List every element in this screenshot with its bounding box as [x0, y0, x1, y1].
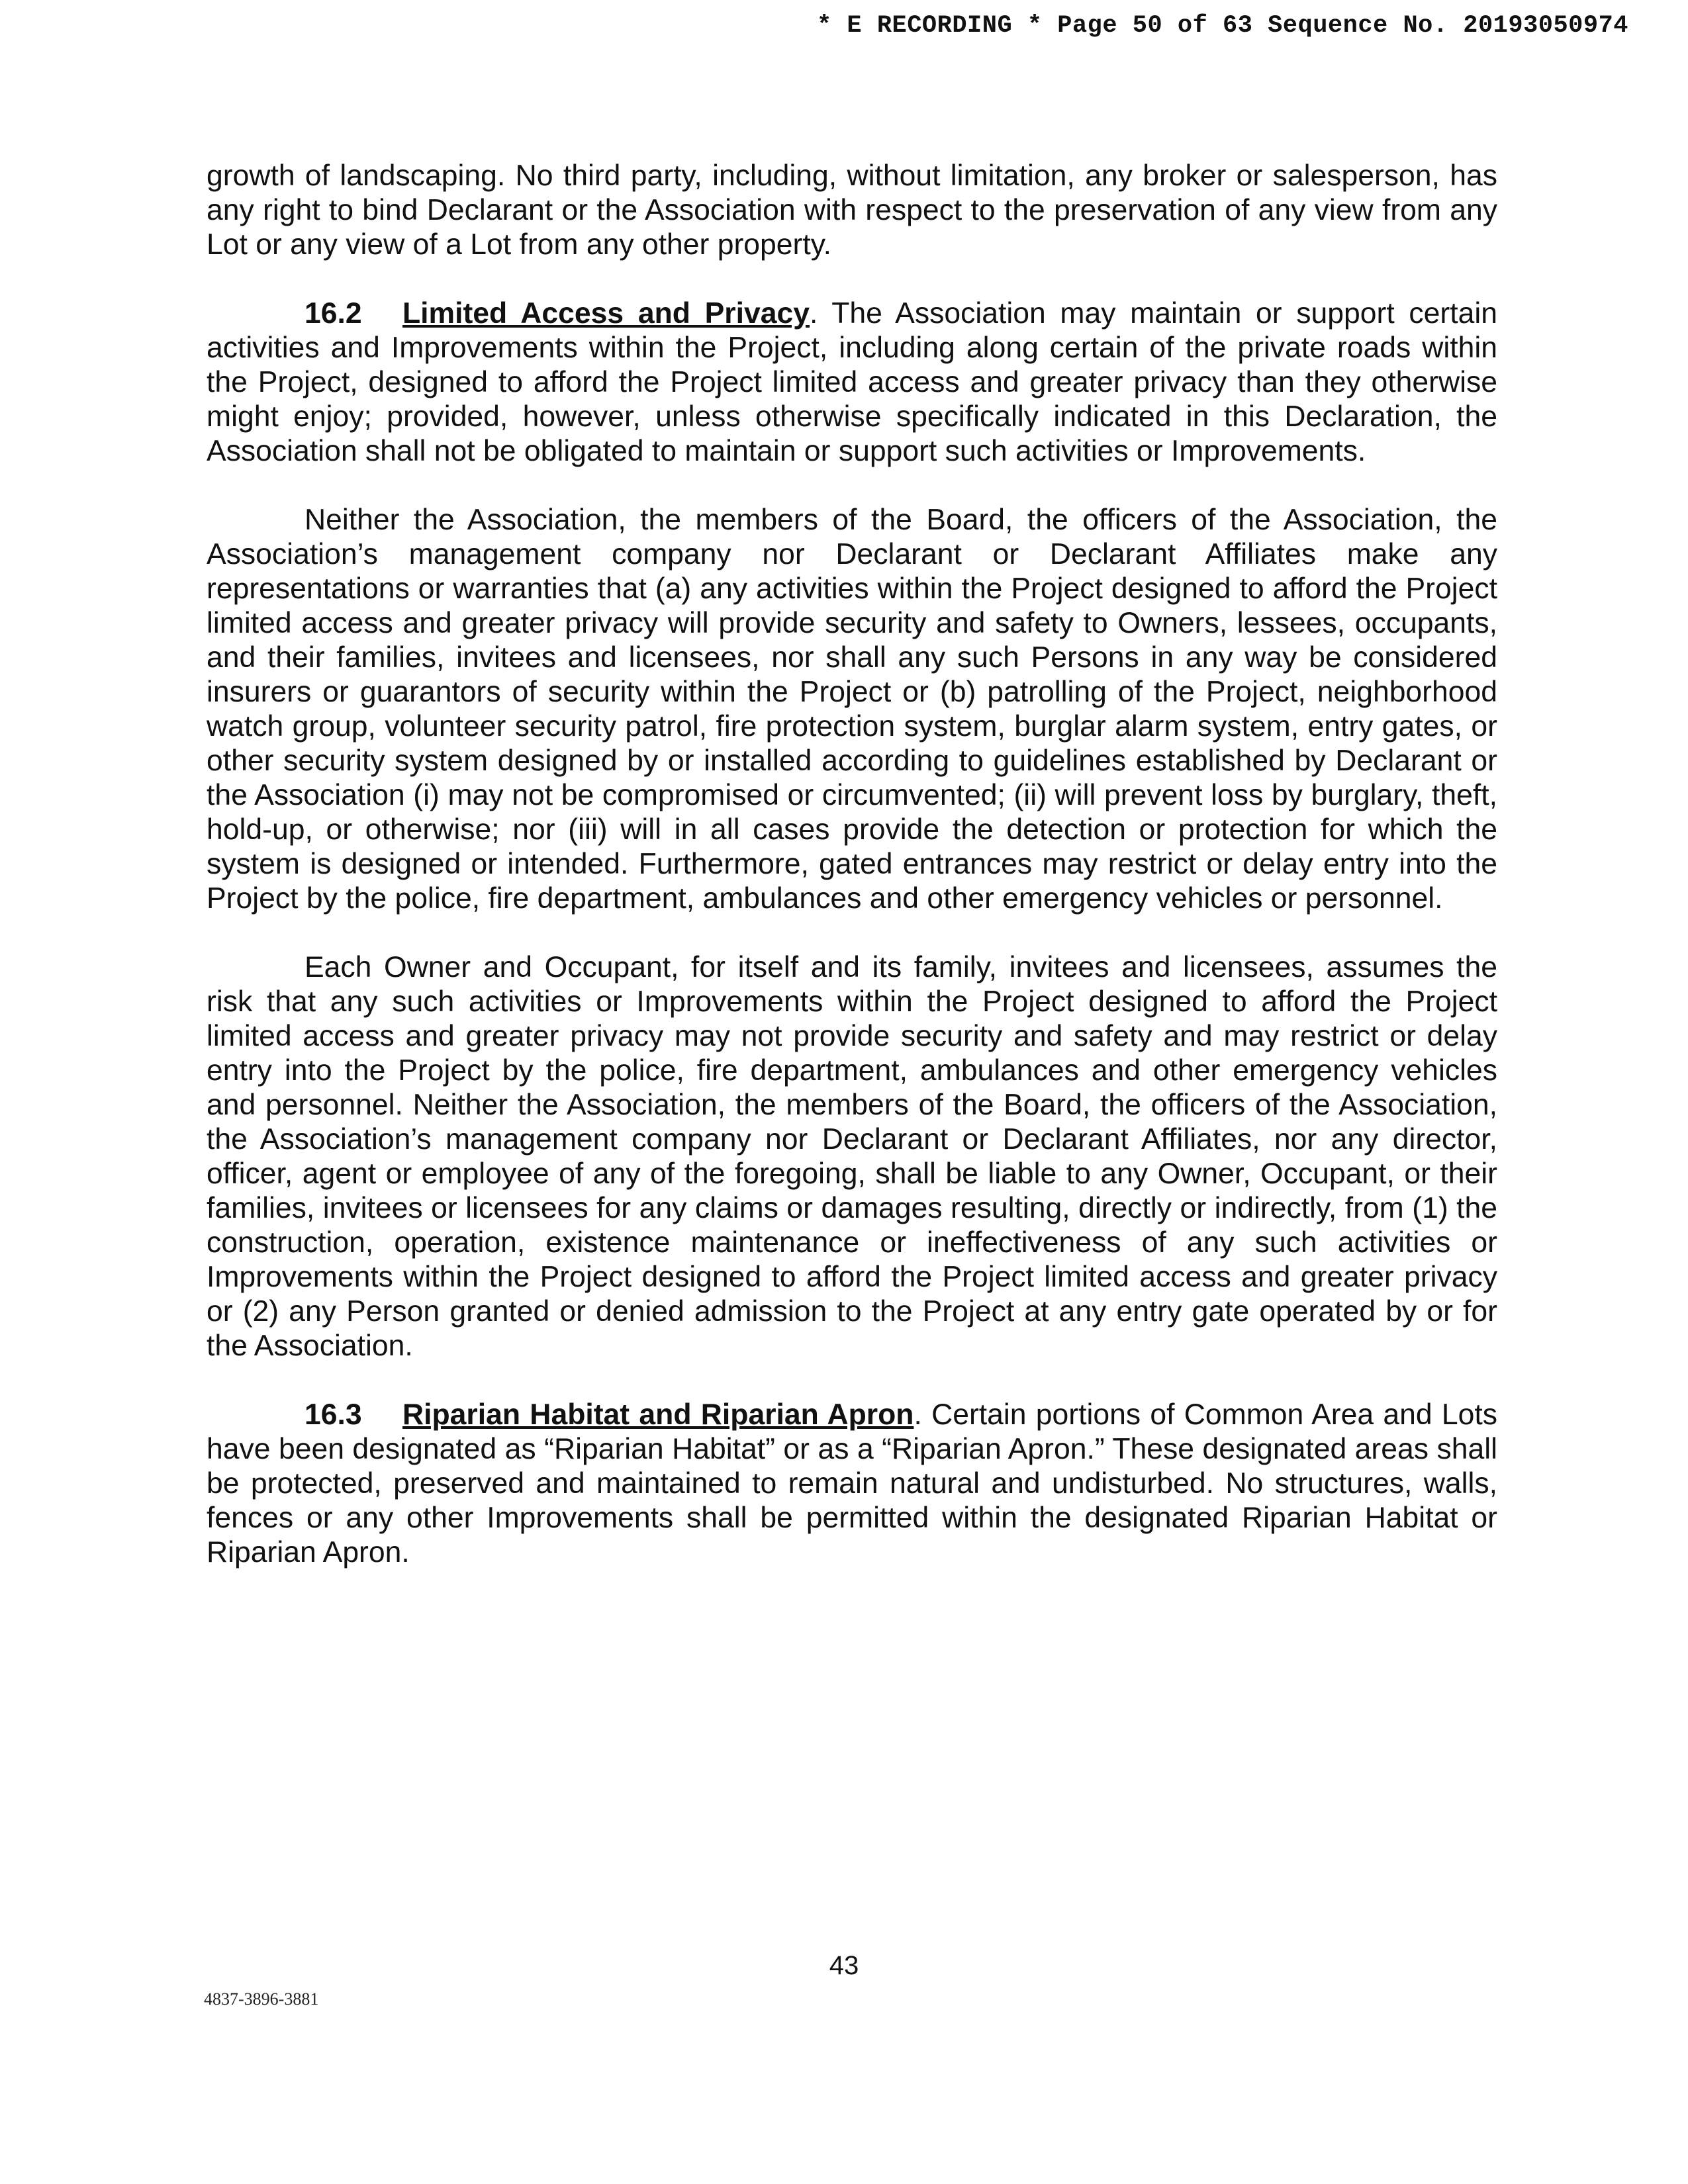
document-id: 4837-3896-3881: [204, 1989, 319, 2009]
section-16-3: [207, 1398, 1497, 1570]
recording-header: * E RECORDING * Page 50 of 63 Sequence No. 20193050974: [817, 12, 1628, 40]
section-16-2-title: Limited Access and Privacy: [402, 297, 810, 330]
document-body: [207, 159, 1497, 1604]
section-16-2: [207, 296, 1497, 469]
section-16-3-text: . Certain portions of Common Area and Lots have been designated as “Riparian Habitat” or as a “Riparian Apron.” These designated areas shall be protected, preserved and maintained to remain natural and undisturbed. No structures, walls, fences or any other Improvements shall be permitted within the designated Riparian Habitat or Riparian Apron.: [207, 1398, 1497, 1569]
section-16-2-number-wrap: [207, 296, 402, 331]
paragraph-each-owner: Each Owner and Occupant, for itself and its family, invitees and licensees, assumes the risk that any such activities or Improvements within the Project designed to afford the Project limited access and greater privacy may not provide security and safety and may restrict or delay entry into the Project by the police, fire department, ambulances and other emergency vehicles and personnel. Neither the Association, the members of the Board, the officers of the Association, the Association’s management company nor Declarant or Declarant Affiliates, nor any director, officer, agent or employee of any of the foregoing, shall be liable to any Owner, Occupant, or their families, invitees or licensees for any claims or damages resulting, directly or indirectly, from (1) the construction, operation, existence maintenance or ineffectiveness of any such activities or Improvements within the Project designed to afford the Project limited access and greater privacy or (2) any Person granted or denied admission to the Project at any entry gate operated by or for the Association.: [207, 951, 1497, 1362]
section-16-2-number: 16.2: [305, 297, 362, 330]
section-16-3-number: 16.3: [305, 1398, 362, 1431]
continuation-paragraph: growth of landscaping. No third party, including, without limitation, any broker or salesperson, has any right to bind Declarant or the Association with respect to the preservation of any view from any Lot or any view of a Lot from any other property.: [207, 159, 1497, 261]
paragraph-neither: Neither the Association, the members of the Board, the officers of the Association, the Association’s management company nor Declarant or Declarant Affiliates make any representations or warranties that (a) any activities within the Project designed to afford the Project limited access and greater privacy will provide security and safety to Owners, lessees, occupants, and their families, invitees and licensees, nor shall any such Persons in any way be considered insurers or guarantors of security within the Project or (b) patrolling of the Project, neighborhood watch group, volunteer security patrol, fire protection system, burglar alarm system, entry gates, or other security system designed by or installed according to guidelines established by Declarant or the Association (i) may not be compromised or circumvented; (ii) will prevent loss by burglary, theft, hold-up, or otherwise; nor (iii) will in all cases provide the detection or protection for which the system is designed or intended. Furthermore, gated entrances may restrict or delay entry into the Project by the police, fire department, ambulances and other emergency vehicles or personnel.: [207, 504, 1497, 915]
section-16-3-title: Riparian Habitat and Riparian Apron: [402, 1398, 914, 1431]
section-16-2-text: . The Association may maintain or support certain activities and Improvements within the Project, including along certain of the private roads within the Project, designed to afford the Project limited access and greater privacy than they otherwise might enjoy; provided, however, unless otherwise specifically indicated in this Declaration, the Association shall not be obligated to maintain or support such activities or Improvements.: [207, 297, 1497, 467]
section-16-3-number-wrap: [207, 1398, 402, 1432]
page-number: 43: [829, 1951, 859, 1980]
